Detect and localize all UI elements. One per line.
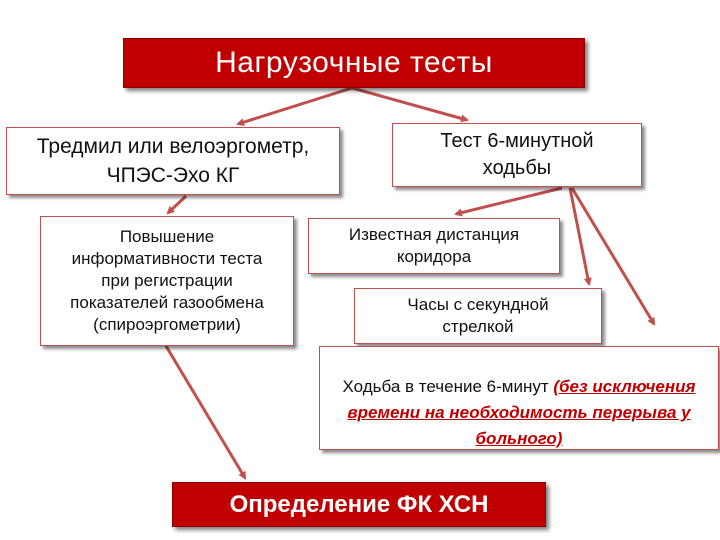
arrow-title-to-treadmill xyxy=(238,88,352,124)
corridor-node xyxy=(308,218,560,274)
watch-label: Часы с секундной стрелкой xyxy=(407,295,549,336)
corridor-label: Известная дистанция коридора xyxy=(348,225,520,266)
treadmill-node xyxy=(6,127,340,195)
title-box xyxy=(123,38,585,88)
informativeness-node xyxy=(40,216,294,346)
watch-node xyxy=(354,288,602,344)
walking-note: (без исключения времени на необходимость перерыва у больного) xyxy=(347,377,696,448)
treadmill-label: Тредмил или велоэргометр, ЧПЭС-Эхо КГ xyxy=(36,135,310,187)
diagram-title: Нагрузочные тесты xyxy=(215,46,493,79)
result-node xyxy=(172,482,546,527)
arrow-walk-test-to-corridor xyxy=(456,188,562,214)
walking-node xyxy=(319,346,719,450)
arrow-info-to-result xyxy=(166,346,245,478)
informativeness-label: Повышение информативности теста при регистрации показателей газообмена (спироэргометрии) xyxy=(70,227,264,334)
walk-test-node xyxy=(392,123,642,187)
arrow-treadmill-to-info xyxy=(168,196,186,213)
arrow-title-to-walk-test xyxy=(352,88,467,120)
walking-label: Ходьба в течение 6-минут xyxy=(342,377,554,396)
result-label: Определение ФК ХСН xyxy=(229,490,489,518)
walk-test-label: Тест 6-минутной ходьбы xyxy=(440,130,594,179)
